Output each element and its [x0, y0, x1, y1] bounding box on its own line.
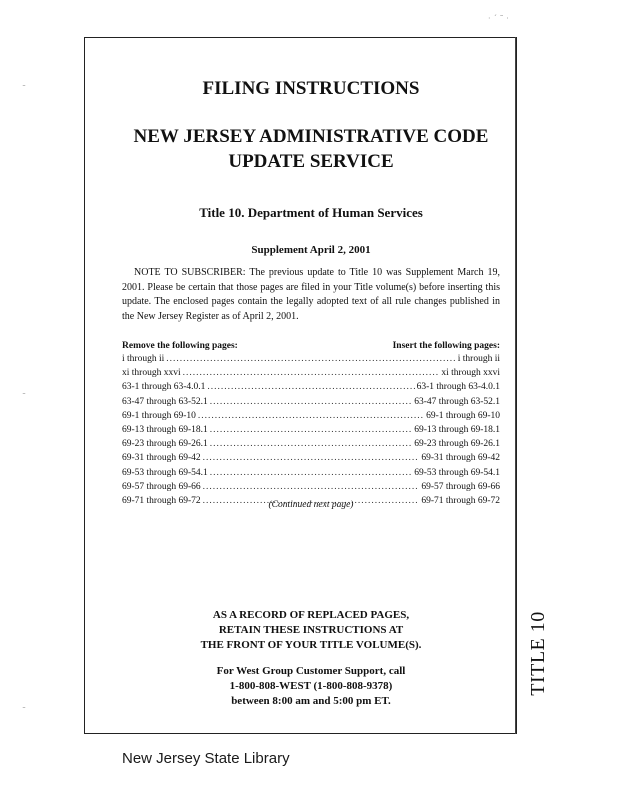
dot-leader	[183, 368, 440, 378]
remove-range: 69-31 through 69-42	[122, 453, 201, 464]
supplement-date: Supplement April 2, 2001	[251, 244, 371, 256]
insert-range: 63-47 through 63-52.1	[414, 396, 500, 407]
title-subject: Title 10. Department of Human Services	[199, 205, 423, 220]
subscriber-note	[122, 266, 500, 324]
subscriber-note-text: NOTE TO SUBSCRIBER: The previous update to Title 10 was Supplement March 19, 2001. Please be certain that those pages are filed in your Title volume(s) before inserting this update. The enclosed pages contain the legally adopted text of all rule changes published in the New Jersey Register as of April 2, 2001.	[122, 267, 500, 322]
continued-note: (Continued next page)	[268, 500, 354, 510]
dot-leader	[210, 439, 412, 449]
table-row	[122, 482, 500, 496]
table-row	[122, 411, 500, 425]
scan-mark: · ´ ˜ ·	[488, 14, 509, 23]
insert-range: 69-1 through 69-10	[426, 410, 500, 421]
remove-range: 69-23 through 69-26.1	[122, 439, 208, 450]
table-row	[122, 354, 500, 368]
insert-range: 69-53 through 69-54.1	[414, 467, 500, 478]
scan-mark: ˜	[22, 706, 26, 715]
insert-range: i through ii	[457, 354, 500, 364]
document-title: FILING INSTRUCTIONS	[202, 78, 420, 99]
title-tab-label: TITLE 10	[526, 610, 549, 696]
table-row	[122, 368, 500, 382]
table-row	[122, 468, 500, 482]
remove-range: 69-71 through 69-72	[122, 495, 201, 506]
dot-leader	[207, 382, 414, 392]
title-tab	[520, 588, 556, 718]
record-notice-line1: AS A RECORD OF REPLACED PAGES,	[212, 609, 410, 621]
insert-range: 69-23 through 69-26.1	[414, 439, 500, 450]
remove-header: Remove the following pages:	[122, 341, 238, 351]
remove-range: xi through xxvi	[122, 368, 181, 379]
table-row	[122, 397, 500, 411]
insert-header: Insert the following pages:	[392, 341, 500, 351]
dot-leader	[210, 425, 412, 435]
dot-leader	[203, 453, 420, 463]
library-stamp: New Jersey State Library	[122, 750, 290, 767]
support-phone: 1-800-808-WEST (1-800-808-9378)	[229, 680, 393, 692]
scan-mark: ˜	[22, 84, 26, 93]
dot-leader	[166, 354, 456, 364]
dot-leader	[203, 482, 420, 492]
table-row	[122, 453, 500, 467]
record-notice	[122, 608, 500, 653]
insert-range: 63-1 through 63-4.0.1	[416, 382, 500, 393]
dot-leader	[210, 397, 412, 407]
record-notice-line3: THE FRONT OF YOUR TITLE VOLUME(S).	[200, 639, 422, 651]
insert-range: 69-57 through 69-66	[421, 481, 500, 492]
scan-mark: ˜	[22, 392, 26, 401]
code-heading-line1: NEW JERSEY ADMINISTRATIVE CODE	[133, 126, 489, 147]
dot-leader	[210, 468, 412, 478]
support-hours: between 8:00 am and 5:00 pm ET.	[231, 695, 391, 707]
table-row	[122, 425, 500, 439]
insert-range: 69-31 through 69-42	[421, 453, 500, 464]
remove-range: 69-13 through 69-18.1	[122, 424, 208, 435]
code-heading	[112, 124, 510, 174]
remove-range: i through ii	[122, 354, 165, 364]
dot-leader	[198, 411, 424, 421]
insert-range: 69-13 through 69-18.1	[414, 424, 500, 435]
table-row	[122, 382, 500, 396]
insert-range: 69-71 through 69-72	[421, 495, 500, 506]
customer-support	[122, 664, 500, 709]
remove-range: 63-47 through 63-52.1	[122, 396, 208, 407]
tab-divider	[515, 37, 516, 734]
remove-range: 69-57 through 69-66	[122, 481, 201, 492]
table-row	[122, 439, 500, 453]
insert-range: xi through xxvi	[441, 368, 500, 379]
code-heading-line2: UPDATE SERVICE	[228, 151, 394, 172]
remove-range: 69-53 through 69-54.1	[122, 467, 208, 478]
remove-range: 69-1 through 69-10	[122, 410, 196, 421]
pages-table-header	[122, 341, 500, 354]
record-notice-line2: RETAIN THESE INSTRUCTIONS AT	[218, 624, 404, 636]
pages-table	[122, 341, 500, 510]
support-line1: For West Group Customer Support, call	[216, 665, 406, 677]
remove-range: 63-1 through 63-4.0.1	[122, 382, 206, 393]
